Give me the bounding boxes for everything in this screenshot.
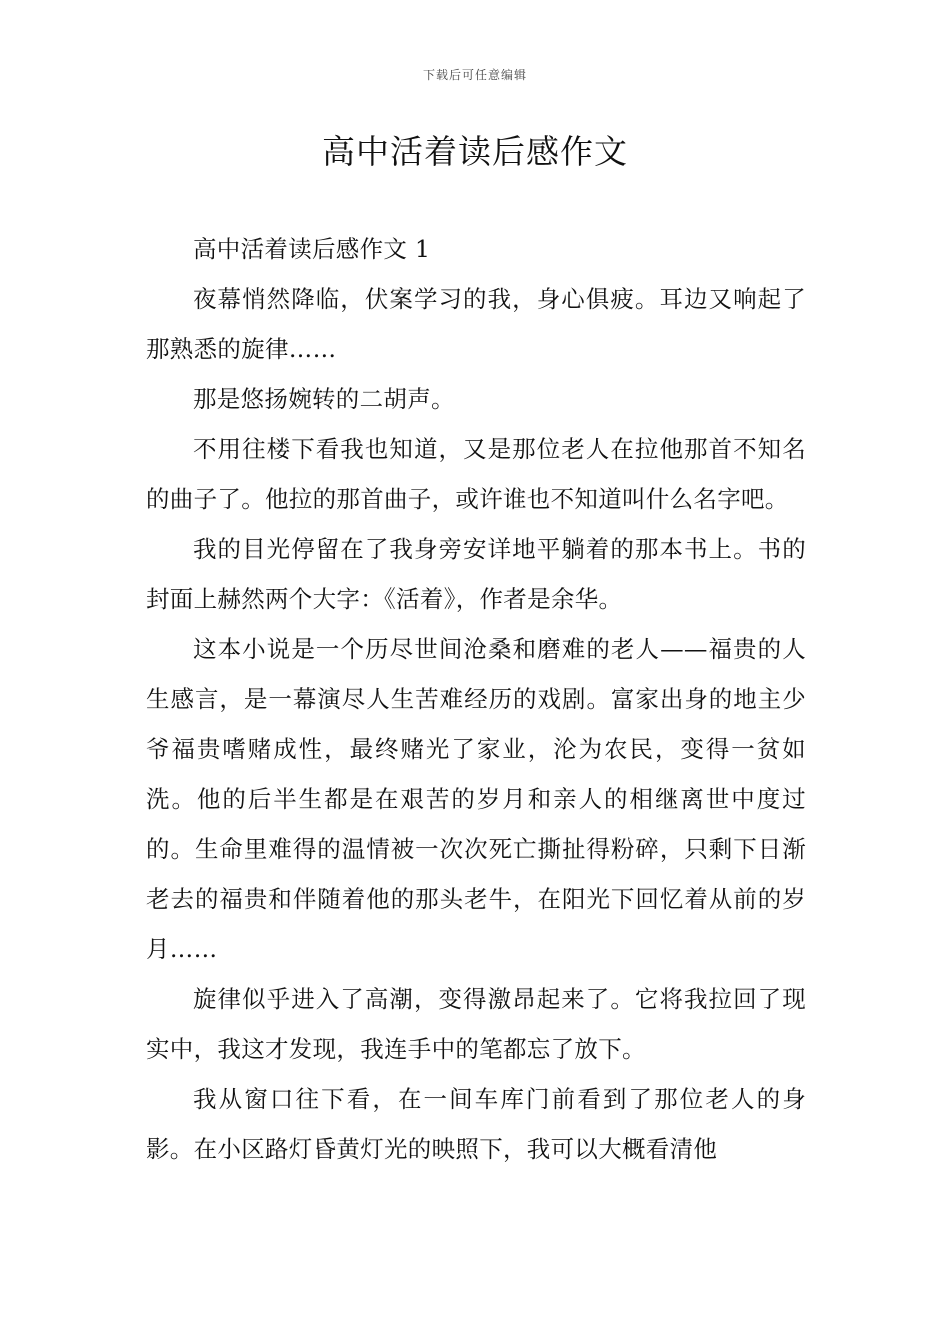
document-title: 高中活着读后感作文 [322, 132, 628, 171]
paragraph: 我从窗口往下看，在一间车库门前看到了那位老人的身影。在小区路灯昏黄灯光的映照下，我可以大概看清他 [146, 1085, 806, 1163]
paragraph: 不用往楼下看我也知道，又是那位老人在拉他那首不知名的曲子了。他拉的那首曲子，或许谁也不知道叫什么名字吧。 [146, 435, 806, 513]
paragraph: 夜幕悄然降临，伏案学习的我，身心俱疲。耳边又响起了那熟悉的旋律…… [146, 285, 806, 363]
paragraph: 我的目光停留在了我身旁安详地平躺着的那本书上。书的封面上赫然两个大字：《活着》，作者是余华。 [146, 535, 806, 613]
document-body [146, 224, 806, 1174]
section-heading: 高中活着读后感作文 1 [193, 235, 431, 263]
paragraph: 这本小说是一个历尽世间沧桑和磨难的老人——福贵的人生感言，是一幕演尽人生苦难经历的戏剧。富家出身的地主少爷福贵嗜赌成性，最终赌光了家业，沦为农民，变得一贫如洗。他的后半生都是在艰苦的岁月和亲人的相继离世中度过的。生命里难得的温情被一次次死亡撕扯得粉碎，只剩下日渐老去的福贵和伴随着他的那头老牛，在阳光下回忆着从前的岁月…… [146, 635, 806, 963]
header-note: 下载后可任意编辑 [422, 68, 527, 82]
paragraph: 旋律似乎进入了高潮，变得激昂起来了。它将我拉回了现实中，我这才发现，我连手中的笔都忘了放下。 [146, 985, 806, 1063]
paragraph: 那是悠扬婉转的二胡声。 [193, 385, 455, 413]
